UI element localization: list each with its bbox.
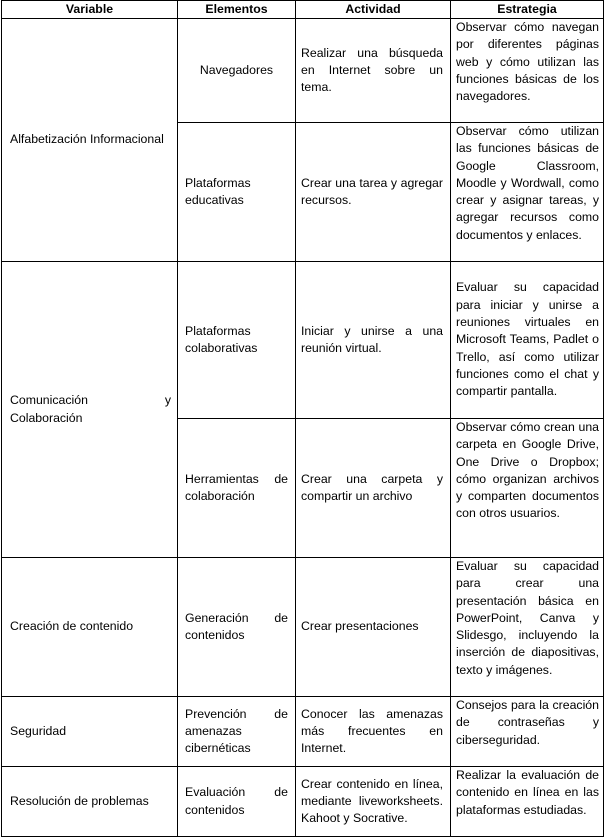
estrategia-cell: Evaluar su capacidad para crear una presentación básica en PowerPoint, Canva y Slidesgo, incluyendo la inserción de diapositivas, texto y imágenes.: [451, 558, 604, 697]
table-row: [2, 697, 604, 767]
competencies-table: [1, 0, 604, 837]
actividad-cell: Crear presentaciones: [296, 558, 451, 697]
estrategia-cell: Observar cómo navegan por diferentes páginas web y cómo utilizan las funciones básicas de los navegadores.: [451, 19, 604, 123]
elementos-cell: Navegadores: [178, 19, 296, 123]
variable-cell-comunicacion: [2, 262, 178, 558]
variable-cell-resolucion: Resolución de problemas: [2, 767, 178, 837]
header-actividad: Actividad: [296, 1, 451, 19]
actividad-cell: Conocer las amenazas más frecuentes en Internet.: [296, 697, 451, 767]
variable-cell-seguridad: Seguridad: [2, 697, 178, 767]
header-row: [2, 1, 604, 19]
variable-cell-creacion: Creación de contenido: [2, 558, 178, 697]
estrategia-cell: Evaluar su capacidad para iniciar y unirse a reuniones virtuales en Microsoft Teams, Padlet o Trello, así como utilizar funciones como el chat y compartir pantalla.: [451, 262, 604, 419]
elementos-cell: Prevención de amenazas cibernéticas: [178, 697, 296, 767]
table-row: [2, 262, 604, 419]
header-elementos: Elementos: [178, 1, 296, 19]
elementos-cell: Herramientas de colaboración: [178, 419, 296, 558]
estrategia-cell: Observar cómo utilizan las funciones básicas de Google Classroom, Moodle y Wordwall, como crear y asignar tareas, y agregar recursos como documentos y enlaces.: [451, 123, 604, 262]
actividad-cell: Crear una carpeta y compartir un archivo: [296, 419, 451, 558]
variable-cell-alfabetizacion: Alfabetización Informacional: [2, 19, 178, 262]
header-variable: Variable: [2, 1, 178, 19]
estrategia-cell: Observar cómo crean una carpeta en Google Drive, One Drive o Dropbox; cómo organizan archivos y comparten documentos con otros usuarios.: [451, 419, 604, 558]
elementos-cell: Generación de contenidos: [178, 558, 296, 697]
table-row: [2, 558, 604, 697]
actividad-cell: Realizar una búsqueda en Internet sobre un tema.: [296, 19, 451, 123]
variable-text: Comunicación y Colaboración: [10, 393, 171, 425]
estrategia-cell: Realizar la evaluación de contenido en línea en las plataformas estudiadas.: [451, 767, 604, 837]
elementos-cell: Plataformas colaborativas: [178, 262, 296, 419]
header-estrategia: Estrategia: [451, 1, 604, 19]
table-row: [2, 19, 604, 123]
actividad-cell: Crear una tarea y agregar recursos.: [296, 123, 451, 262]
table-row: [2, 767, 604, 837]
estrategia-cell: Consejos para la creación de contraseñas y ciberseguridad.: [451, 697, 604, 767]
actividad-cell: Iniciar y unirse a una reunión virtual.: [296, 262, 451, 419]
elementos-cell: Evaluación de contenidos: [178, 767, 296, 837]
elementos-cell: Plataformas educativas: [178, 123, 296, 262]
actividad-cell: Crear contenido en línea, mediante liveworksheets. Kahoot y Socrative.: [296, 767, 451, 837]
